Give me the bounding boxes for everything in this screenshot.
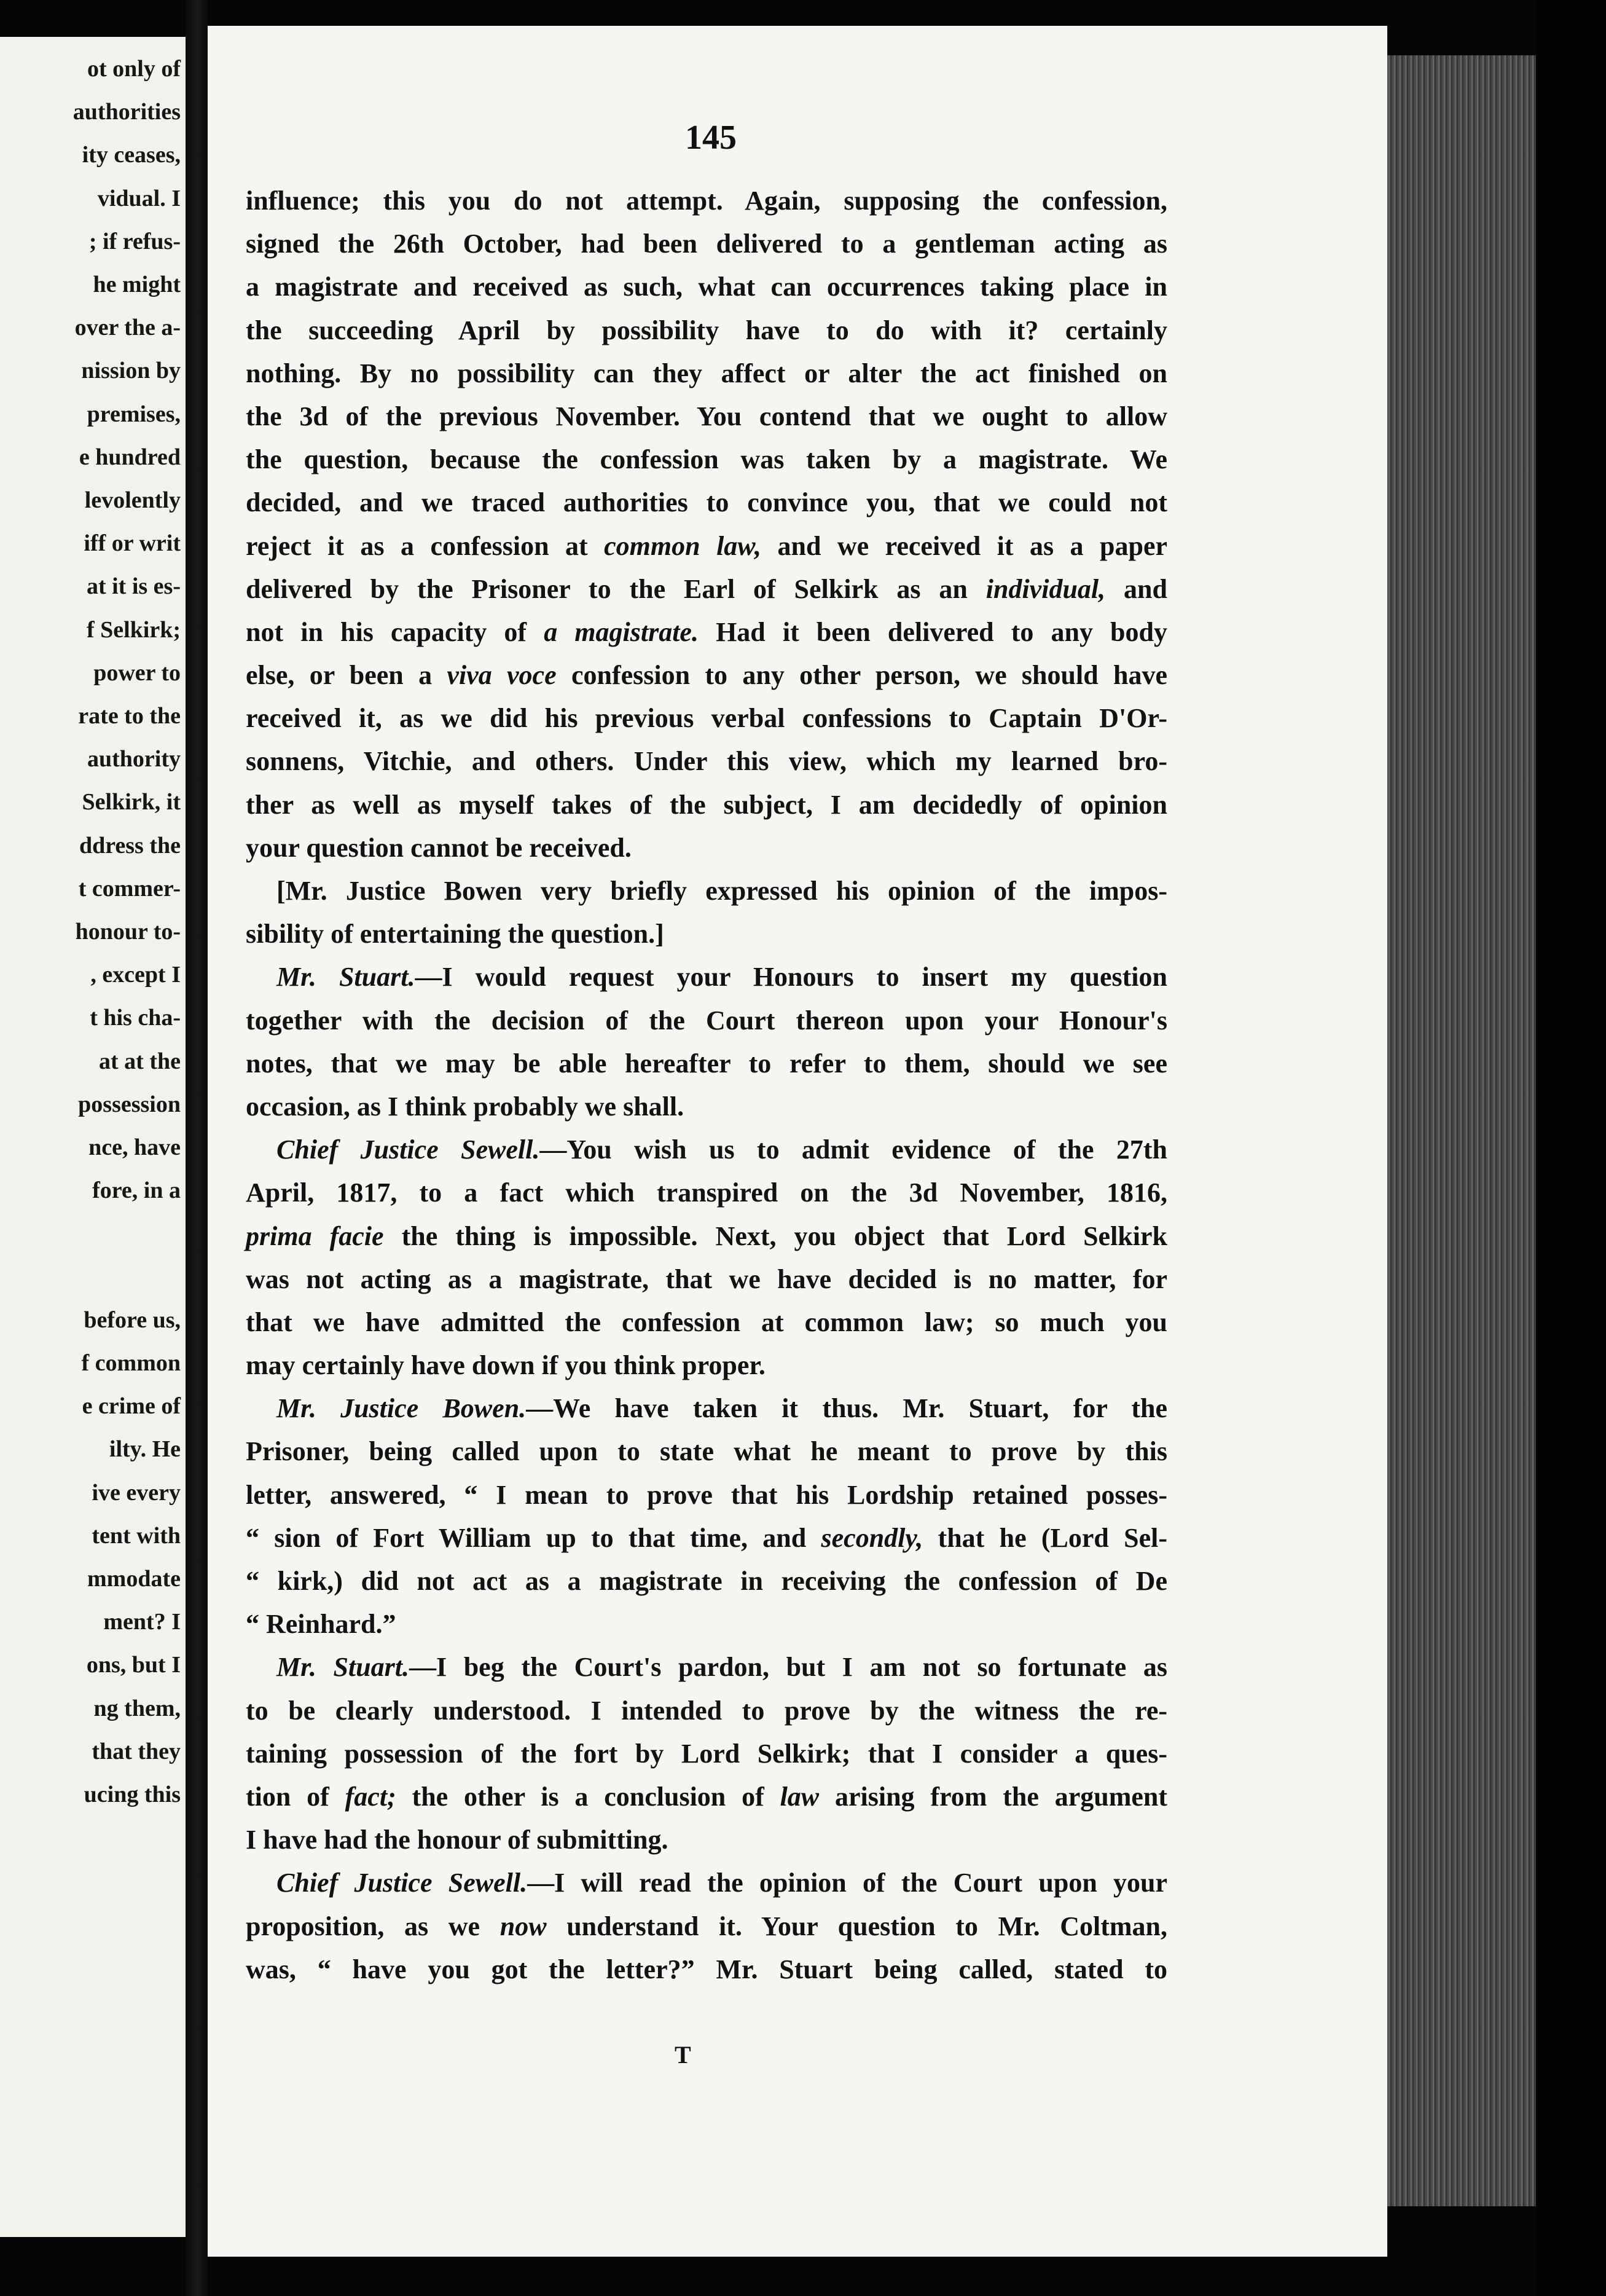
text-line bbox=[246, 179, 1167, 222]
previous-page-line: over the a- bbox=[74, 315, 181, 341]
previous-page-line: f Selkirk; bbox=[86, 616, 181, 643]
text-line bbox=[246, 1042, 1167, 1085]
text-run: letter, answered, “ I mean to prove that his Lordship retained posses- bbox=[246, 1479, 1167, 1510]
text-run: occasion, as I think probably we shall. bbox=[246, 1091, 684, 1122]
text-line bbox=[246, 1258, 1167, 1301]
text-run: the thing is impossible. Next, you object that Lord Selkirk bbox=[383, 1221, 1167, 1251]
text-run: April, 1817, to a fact which transpired on the 3d November, 1816, bbox=[246, 1177, 1167, 1208]
text-line bbox=[246, 1085, 1167, 1128]
text-run: received it, as we did his previous verbal confessions to Captain D'Or- bbox=[246, 703, 1167, 734]
text-run: ther as well as myself takes of the subject, I am decidedly of opinion bbox=[246, 789, 1167, 820]
text-run: nothing. By no possibility can they affect or alter the act finished on bbox=[246, 358, 1167, 388]
previous-page-line: Selkirk, it bbox=[82, 789, 181, 816]
text-run: —We have taken it thus. Mr. Stuart, for the bbox=[526, 1393, 1167, 1424]
text-run: that he (Lord Sel- bbox=[923, 1522, 1168, 1553]
previous-page-line: fore, in a bbox=[92, 1177, 181, 1204]
text-line bbox=[246, 1818, 1167, 1862]
previous-page-line: ng them, bbox=[93, 1695, 181, 1721]
text-run: and we received it as a paper bbox=[761, 530, 1168, 561]
previous-page-line: ons, but I bbox=[86, 1652, 181, 1678]
text-line bbox=[246, 1171, 1167, 1214]
italic-text: fact; bbox=[345, 1781, 396, 1812]
text-line bbox=[246, 697, 1167, 740]
text-line bbox=[246, 222, 1167, 265]
italic-text: Chief Justice Sewell. bbox=[276, 1868, 528, 1898]
text-run: I have had the honour of submitting. bbox=[246, 1825, 668, 1855]
previous-page-line: ddress the bbox=[79, 832, 181, 859]
text-line bbox=[246, 1474, 1167, 1517]
text-run: confession to any other person, we should have bbox=[556, 660, 1168, 691]
text-run: and bbox=[1105, 573, 1167, 604]
text-line bbox=[246, 1905, 1167, 1948]
italic-text: Mr. Justice Bowen. bbox=[276, 1393, 527, 1424]
italic-text: viva voce bbox=[447, 660, 557, 691]
text-run: else, or been a bbox=[246, 660, 447, 691]
text-line bbox=[246, 1775, 1167, 1818]
text-run: tion of bbox=[246, 1781, 345, 1812]
text-run: notes, that we may be able hereafter to refer to them, should we see bbox=[246, 1048, 1167, 1079]
previous-page-line: ive every bbox=[92, 1479, 181, 1506]
previous-page-line: vidual. I bbox=[97, 185, 181, 211]
text-run: delivered by the Prisoner to the Earl of Selkirk as an bbox=[246, 573, 986, 604]
text-run: to be clearly understood. I intended to prove by the witness the re- bbox=[246, 1695, 1167, 1726]
text-run: was not acting as a magistrate, that we have decided is no matter, for bbox=[246, 1264, 1167, 1294]
text-line bbox=[246, 913, 1167, 956]
text-run: proposition, as we bbox=[246, 1911, 500, 1941]
previous-page-line: possession bbox=[78, 1091, 181, 1117]
text-line bbox=[246, 1430, 1167, 1473]
text-line bbox=[246, 1862, 1167, 1905]
page-edge-stack bbox=[1387, 55, 1547, 2206]
italic-text: now bbox=[499, 1911, 547, 1941]
previous-page-line: , except I bbox=[90, 962, 181, 988]
text-run: reject it as a confession at bbox=[246, 530, 605, 561]
text-run: sibility of entertaining the question.] bbox=[246, 919, 664, 949]
italic-text: individual, bbox=[985, 573, 1106, 604]
text-line bbox=[246, 1344, 1167, 1387]
text-run: your question cannot be received. bbox=[246, 832, 632, 863]
text-line bbox=[246, 1387, 1167, 1430]
text-run: decided, and we traced authorities to convince you, that we could not bbox=[246, 487, 1167, 518]
text-line bbox=[246, 352, 1167, 395]
text-line bbox=[246, 1603, 1167, 1646]
book-gutter bbox=[186, 0, 208, 2296]
previous-page-line: ot only of bbox=[87, 56, 181, 82]
previous-page-line: ; if refus- bbox=[88, 228, 181, 254]
previous-page-line: honour to- bbox=[75, 919, 181, 945]
previous-page-fragment bbox=[0, 37, 186, 2237]
previous-page-line: levolently bbox=[84, 487, 181, 513]
text-run: —You wish us to admit evidence of the 27th bbox=[539, 1134, 1168, 1165]
previous-page-line: tent with bbox=[92, 1522, 181, 1549]
text-run: —I beg the Court's pardon, but I am not so fortunate as bbox=[409, 1652, 1168, 1683]
previous-page-line: nission by bbox=[81, 358, 181, 384]
text-run: the other is a conclusion of bbox=[396, 1781, 780, 1812]
text-line bbox=[246, 1517, 1167, 1560]
italic-text: prima facie bbox=[246, 1221, 384, 1251]
previous-page-line: ment? I bbox=[103, 1609, 181, 1635]
text-run: [Mr. Justice Bowen very briefly expressed his opinion of the impos- bbox=[276, 876, 1167, 906]
text-run: may certainly have down if you think proper. bbox=[246, 1350, 766, 1381]
italic-text: Chief Justice Sewell. bbox=[276, 1134, 540, 1165]
text-line bbox=[246, 1128, 1167, 1171]
text-run: influence; this you do not attempt. Again, supposing the confession, bbox=[246, 186, 1167, 216]
text-line bbox=[246, 1732, 1167, 1775]
text-run: the 3d of the previous November. You contend that we ought to allow bbox=[246, 401, 1167, 431]
text-line bbox=[246, 999, 1167, 1042]
text-run: taining possession of the fort by Lord Selkirk; that I consider a ques- bbox=[246, 1738, 1167, 1769]
previous-page-line: t commer- bbox=[78, 875, 181, 902]
text-run: sonnens, Vitchie, and others. Under this view, which my learned bro- bbox=[246, 746, 1167, 777]
previous-page-line: e crime of bbox=[82, 1393, 181, 1420]
text-line bbox=[246, 438, 1167, 481]
text-run: Had it been delivered to any body bbox=[698, 616, 1167, 647]
text-run: “ sion of Fort William up to that time, and bbox=[246, 1522, 821, 1553]
previous-page-line: before us, bbox=[84, 1307, 181, 1333]
text-run: was, “ have you got the letter?” Mr. Stuart being called, stated to bbox=[246, 1954, 1167, 1984]
previous-page-line: rate to the bbox=[78, 703, 181, 729]
text-line bbox=[246, 481, 1167, 524]
previous-page-line: premises, bbox=[87, 401, 181, 427]
text-run: —I would request your Honours to insert my question bbox=[415, 962, 1167, 993]
body-text bbox=[246, 179, 1167, 1991]
previous-page-line: iff or writ bbox=[84, 530, 181, 557]
text-run: “ Reinhard.” bbox=[246, 1609, 396, 1640]
italic-text: Mr. Stuart. bbox=[276, 962, 415, 993]
text-run: the question, because the confession was taken by a magistrate. We bbox=[246, 444, 1167, 475]
text-run: Prisoner, being called upon to state what he meant to prove by this bbox=[246, 1436, 1167, 1467]
previous-page-line: f common bbox=[81, 1350, 181, 1376]
text-line bbox=[246, 568, 1167, 611]
previous-page-line: he might bbox=[93, 272, 181, 297]
text-run: “ kirk,) did not act as a magistrate in receiving the confession of De bbox=[246, 1566, 1167, 1596]
text-line bbox=[246, 525, 1167, 568]
signature-mark: T bbox=[675, 2041, 691, 2069]
previous-page-line: authority bbox=[87, 746, 181, 773]
previous-page-line: ilty. He bbox=[109, 1436, 181, 1463]
text-line bbox=[246, 956, 1167, 999]
text-line bbox=[246, 265, 1167, 309]
previous-page-line: ity ceases, bbox=[82, 142, 181, 168]
previous-page-line: power to bbox=[93, 659, 181, 686]
text-line bbox=[246, 1646, 1167, 1689]
previous-page-line: mmodate bbox=[87, 1566, 181, 1592]
text-line bbox=[246, 1301, 1167, 1344]
text-line bbox=[246, 784, 1167, 827]
text-line bbox=[246, 309, 1167, 352]
text-run: the succeeding April by possibility have to do with it? certainly bbox=[246, 315, 1167, 345]
text-line bbox=[246, 395, 1167, 438]
text-line bbox=[246, 611, 1167, 654]
page-number: 145 bbox=[685, 119, 737, 157]
text-line bbox=[246, 654, 1167, 697]
scan-border bbox=[1536, 0, 1606, 2296]
text-line bbox=[246, 1689, 1167, 1732]
text-line bbox=[246, 1948, 1167, 1991]
italic-text: law bbox=[780, 1781, 820, 1812]
text-run: a magistrate and received as such, what can occurrences taking place in bbox=[246, 272, 1167, 302]
text-run: not in his capacity of bbox=[246, 616, 544, 647]
previous-page-line: that they bbox=[92, 1738, 181, 1764]
italic-text: Mr. Stuart. bbox=[276, 1652, 409, 1683]
text-line bbox=[246, 1560, 1167, 1603]
text-run: understand it. Your question to Mr. Coltman, bbox=[546, 1911, 1167, 1941]
previous-page-line: at it is es- bbox=[86, 573, 181, 600]
text-line bbox=[246, 740, 1167, 783]
previous-page-line: at at the bbox=[99, 1048, 181, 1074]
text-run: signed the 26th October, had been delivered to a gentleman acting as bbox=[246, 229, 1167, 259]
previous-page-line: authorities bbox=[72, 99, 181, 125]
italic-text: common law, bbox=[604, 530, 762, 561]
previous-page-line: t his cha- bbox=[90, 1005, 181, 1031]
text-line bbox=[246, 827, 1167, 870]
text-line bbox=[246, 1215, 1167, 1258]
previous-page-line: nce, have bbox=[88, 1134, 181, 1160]
text-line bbox=[246, 870, 1167, 913]
text-run: that we have admitted the confession at common law; so much you bbox=[246, 1307, 1167, 1337]
italic-text: a magistrate. bbox=[544, 616, 699, 647]
previous-page-line: e hundred bbox=[79, 444, 181, 470]
text-run: arising from the argument bbox=[819, 1781, 1167, 1812]
text-run: —I will read the opinion of the Court upon your bbox=[527, 1868, 1168, 1898]
text-run: together with the decision of the Court thereon upon your Honour's bbox=[246, 1005, 1167, 1036]
previous-page-line: ucing this bbox=[84, 1782, 181, 1807]
italic-text: secondly, bbox=[821, 1522, 923, 1553]
